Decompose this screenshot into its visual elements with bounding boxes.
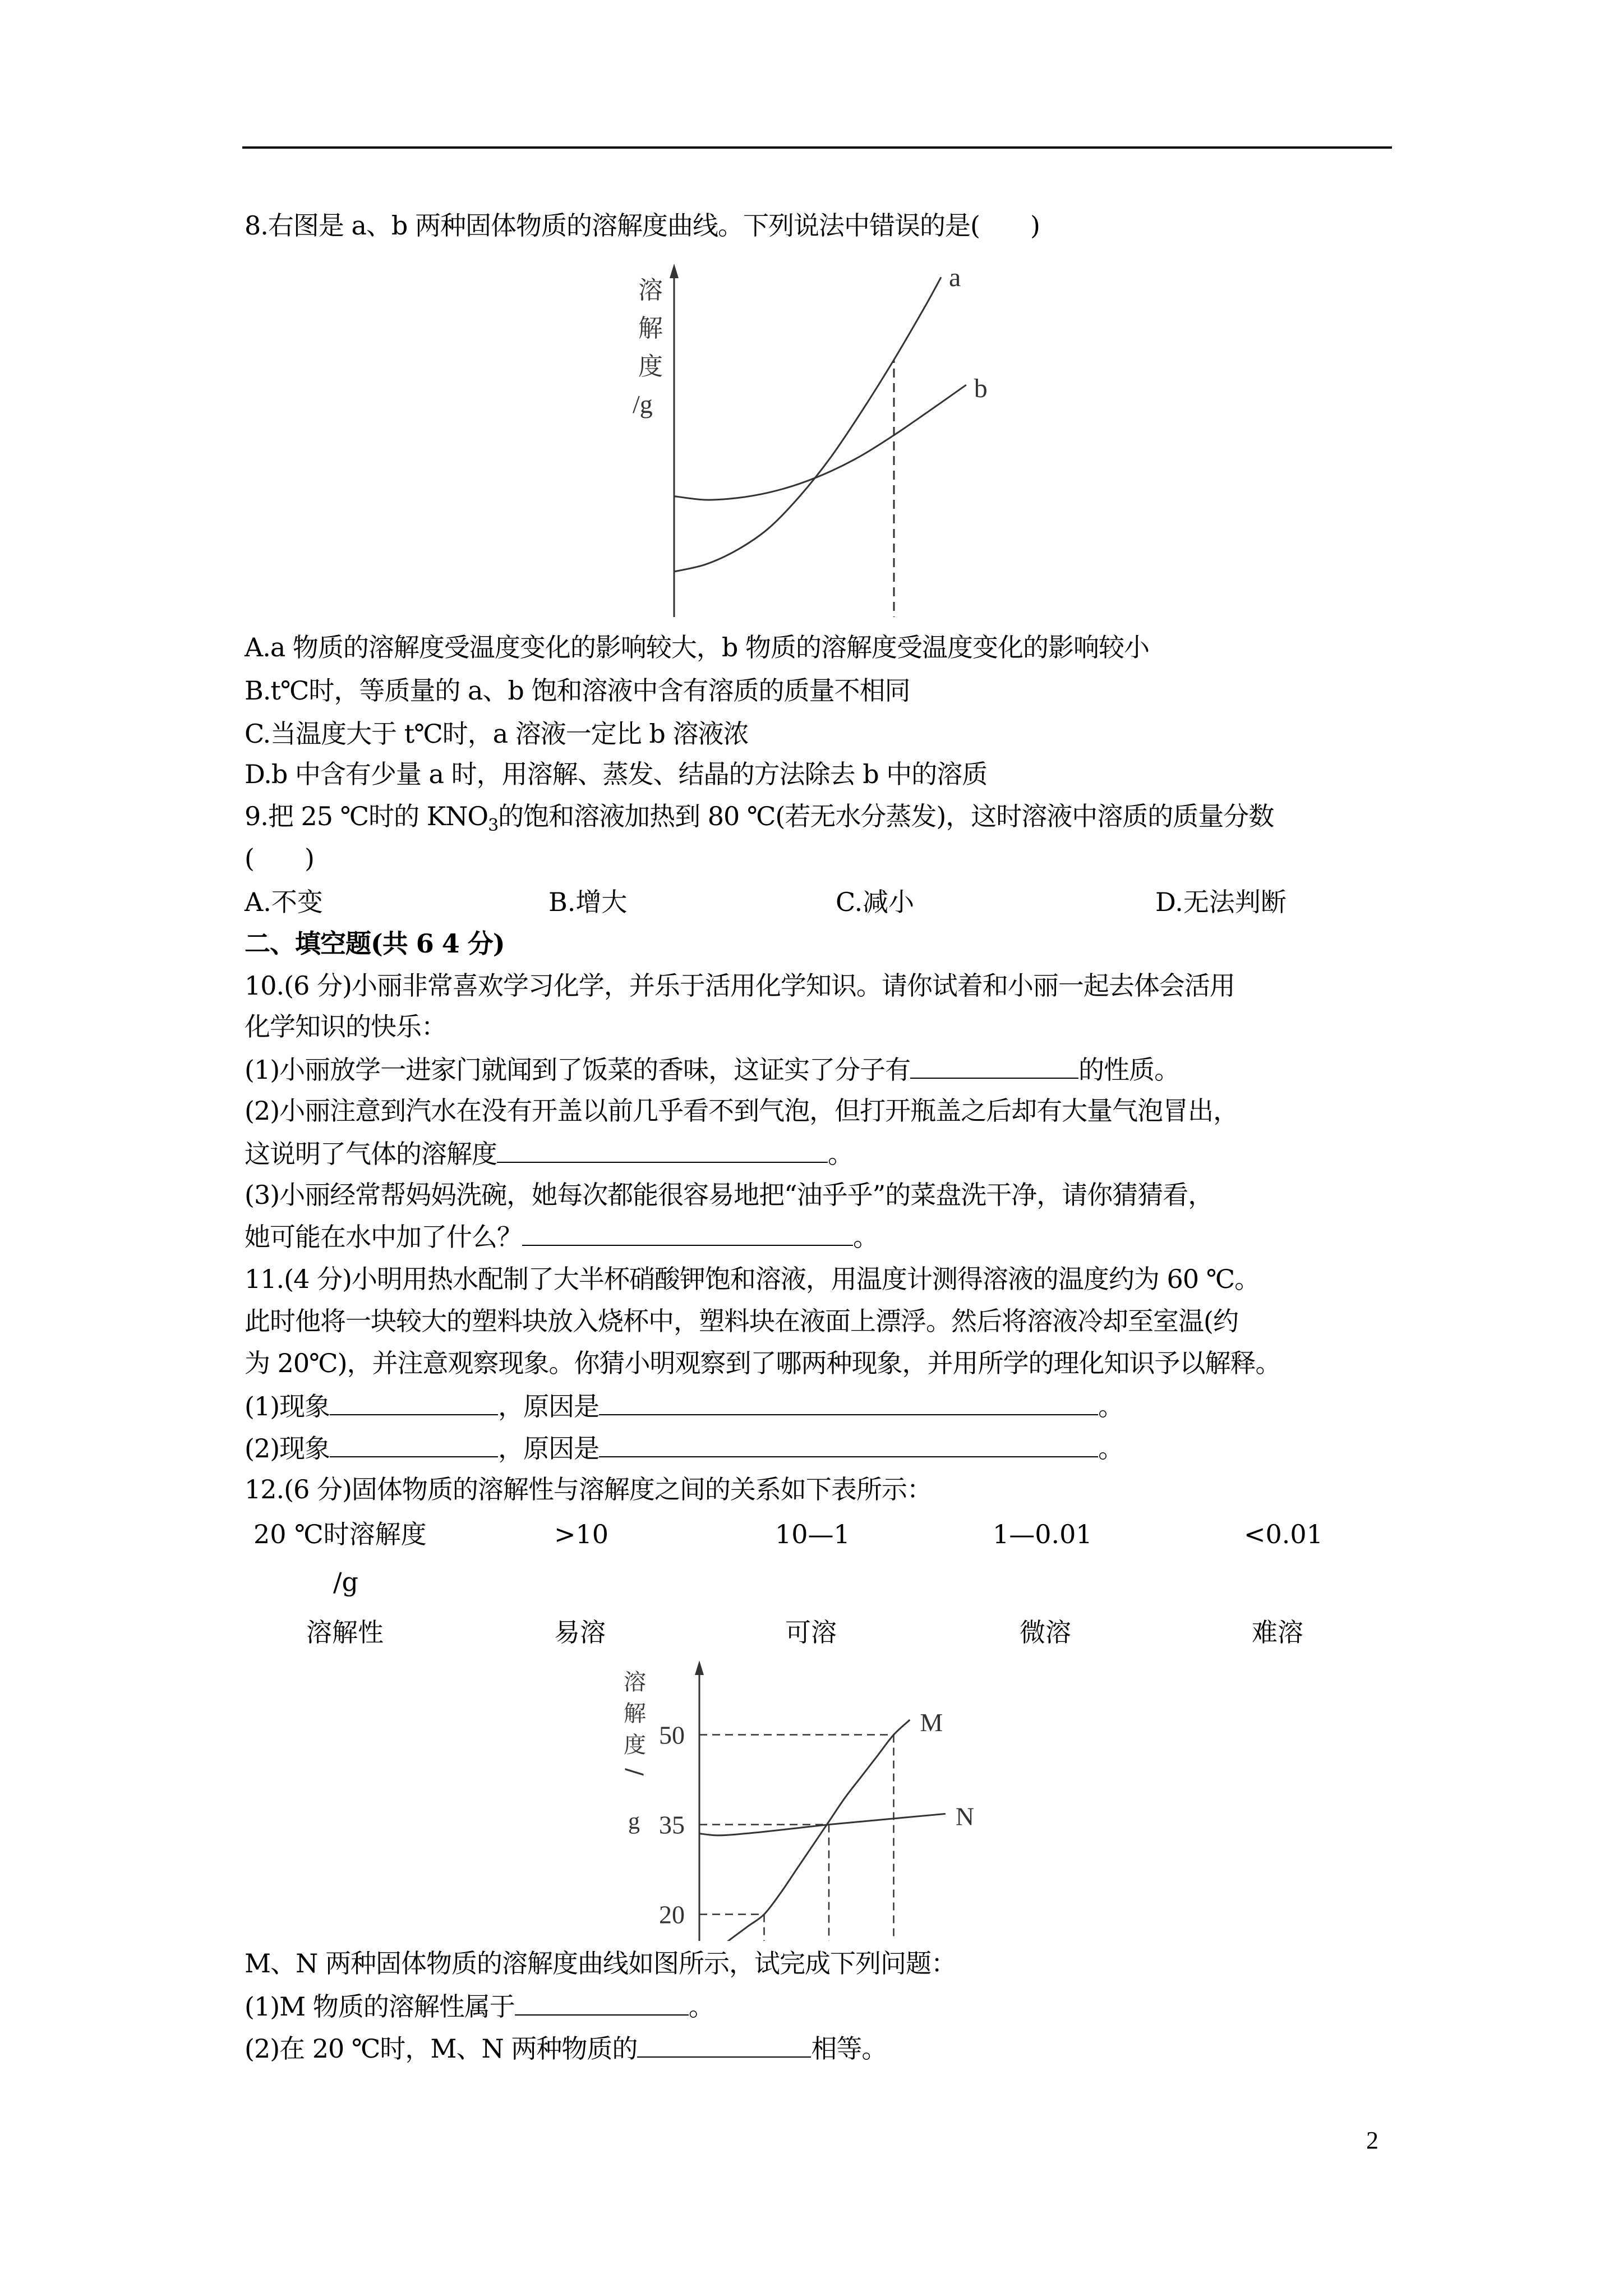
q11-stem-line1: 11.(4 分)小明用热水配制了大半杯硝酸钾饱和溶液，用温度计测得溶液的温度约为 60 ℃。 <box>245 1264 1260 1294</box>
q11-part2-reason-label: ，原因是 <box>498 1433 600 1464</box>
q11-part1-label: (1)现象 <box>245 1391 330 1421</box>
chart-2-ytick-1: 35 <box>659 1810 685 1839</box>
q11-blank-phenomenon-1[interactable] <box>330 1388 498 1415</box>
q9-option-a: A.不变 <box>245 887 323 917</box>
table-row2-cell-2: 可溶 <box>785 1617 837 1648</box>
chart-ab-solubility <box>589 247 1038 617</box>
chart-1-label-b: b <box>974 374 988 404</box>
chart-2-label-N: N <box>955 1802 975 1831</box>
q10-part1-text: (1)小丽放学一进家门就闻到了饭菜的香味，这证实了分子有 <box>245 1055 911 1085</box>
q11-blank-phenomenon-2[interactable] <box>330 1430 498 1457</box>
q9-paren: ( ) <box>245 843 314 873</box>
q10-part2-line1: (2)小丽注意到汽水在没有开盖以前几乎看不到气泡，但打开瓶盖之后却有大量气泡冒出， <box>245 1096 1239 1126</box>
chart-2-plot <box>659 1660 997 1941</box>
chart-2-ylabel-1: 溶 <box>624 1669 646 1695</box>
chart-1-ylabel-3: 度 <box>638 352 663 381</box>
chart-1-plot <box>649 263 993 617</box>
table-row2-cell-3: 微溶 <box>1020 1617 1071 1648</box>
q9-option-d: D.无法判断 <box>1155 887 1287 917</box>
q10-part2-text: 这说明了气体的溶解度 <box>245 1139 497 1169</box>
q8-option-b: B.t℃时，等质量的 a、b 饱和溶液中含有溶质的质量不相同 <box>245 675 910 706</box>
table-row1-cell-4: <0.01 <box>1244 1519 1323 1549</box>
q10-part1 <box>245 1052 1179 1087</box>
chart-2-ylabel-5: g <box>628 1809 640 1834</box>
q12-part2-text: (2)在 20 ℃时，M、N 两种物质的 <box>245 2033 638 2064</box>
q11-part2 <box>245 1430 1123 1465</box>
header-rule <box>242 146 1392 149</box>
q12-part2 <box>245 2031 887 2065</box>
q12-part1-suffix: 。 <box>688 1991 714 2022</box>
q12-part2-suffix: 相等。 <box>811 2033 887 2064</box>
section-2-title: 二、填空题(共 6 4 分) <box>245 928 505 959</box>
q11-stem-line2: 此时他将一块较大的塑料块放入烧杯中，塑料块在液面上漂浮。然后将溶液冷却至室温(约 <box>245 1306 1238 1336</box>
table-row2-label: 溶解性 <box>306 1617 384 1648</box>
q11-part2-suffix: 。 <box>1098 1433 1124 1464</box>
table-row2-cell-1: 易溶 <box>554 1617 606 1648</box>
q9-option-b: B.增大 <box>548 887 628 917</box>
q10-blank-1[interactable] <box>910 1052 1078 1079</box>
q10-blank-3[interactable] <box>522 1219 853 1246</box>
q9-stem <box>245 799 1274 843</box>
chart-1-ylabel-4: /g <box>633 390 653 418</box>
chart-1-series-a <box>674 277 941 572</box>
q8-option-c: C.当温度大于 t℃时，a 溶液一定比 b 溶液浓 <box>245 719 749 749</box>
chart-2-series-M <box>699 1720 910 1941</box>
chart-2-ylabel-4: / <box>621 1768 647 1776</box>
q10-stem-line1: 10.(6 分)小丽非常喜欢学习化学，并乐于活用化学知识。请你试着和小丽一起去体会活用 <box>245 970 1235 1001</box>
q9-stem-sub: 3 <box>488 816 499 836</box>
q10-blank-2[interactable] <box>497 1136 828 1163</box>
q9-stem-post: 的饱和溶液加热到 80 ℃(若无水分蒸发)，这时溶液中溶质的质量分数 <box>498 801 1274 831</box>
q10-part2-suffix: 。 <box>828 1139 853 1169</box>
chart-1-series-b <box>674 385 966 500</box>
table-row1-unit: /g <box>333 1567 358 1597</box>
q12-chart-intro: M、N 两种固体物质的溶解度曲线如图所示，试完成下列问题： <box>245 1948 956 1978</box>
q8-option-d: D.b 中含有少量 a 时，用溶解、蒸发、结晶的方法除去 b 中的溶质 <box>245 759 988 789</box>
table-row1-label: 20 ℃时溶解度 <box>253 1519 427 1549</box>
chart-2-label-M: M <box>920 1708 943 1737</box>
q8-stem: 8.右图是 a、b 两种固体物质的溶解度曲线。下列说法中错误的是( ) <box>245 210 1040 241</box>
q11-blank-reason-2[interactable] <box>599 1430 1098 1457</box>
chart-2-ylabel-2: 解 <box>624 1701 646 1727</box>
q12-blank-2[interactable] <box>637 2031 811 2058</box>
table-row1-cell-2: 10—1 <box>775 1519 850 1549</box>
chart-mn-solubility <box>606 1660 1032 1941</box>
q11-part1-reason-label: ，原因是 <box>498 1391 600 1421</box>
q9-option-c: C.减小 <box>836 887 915 917</box>
q11-part2-label: (2)现象 <box>245 1433 330 1464</box>
q12-stem: 12.(6 分)固体物质的溶解性与溶解度之间的关系如下表所示： <box>245 1474 932 1504</box>
chart-2-y-axis-arrow <box>695 1660 704 1675</box>
chart-2-ytick-0: 20 <box>659 1900 685 1929</box>
q11-blank-reason-1[interactable] <box>599 1388 1098 1415</box>
table-row1-cell-3: 1—0.01 <box>993 1519 1092 1549</box>
q11-stem-line3: 为 20℃)，并注意观察现象。你猜小明观察到了哪两种现象，并用所学的理化知识予以解释。 <box>245 1348 1281 1378</box>
chart-2-ytick-2: 50 <box>659 1720 685 1750</box>
q10-part3-line1: (3)小丽经常帮妈妈洗碗，她每次都能很容易地把“油乎乎”的菜盘洗干净，请你猜猜看， <box>245 1180 1214 1210</box>
q10-part2-line2 <box>245 1136 853 1171</box>
chart-1-ylabel-2: 解 <box>638 314 663 343</box>
q12-part1 <box>245 1989 714 2023</box>
q9-stem-pre: 9.把 25 ℃时的 KNO <box>245 801 488 831</box>
chart-1-y-axis-arrow <box>670 264 679 278</box>
chart-2-ylabel-3: 度 <box>624 1732 646 1758</box>
q11-part1-suffix: 。 <box>1098 1391 1124 1421</box>
q11-part1 <box>245 1388 1123 1423</box>
q10-part3-text: 她可能在水中加了什么？ <box>245 1222 522 1252</box>
q10-part3-line2 <box>245 1219 878 1254</box>
q10-part3-suffix: 。 <box>853 1222 878 1252</box>
chart-1-label-a: a <box>949 263 961 293</box>
q10-stem-line2: 化学知识的快乐： <box>245 1011 446 1042</box>
q12-blank-1[interactable] <box>515 1989 689 2016</box>
table-row2-cell-4: 难溶 <box>1252 1617 1303 1648</box>
page-number: 2 <box>1366 2127 1378 2154</box>
q8-option-a: A.a 物质的溶解度受温度变化的影响较大，b 物质的溶解度受温度变化的影响较小 <box>245 632 1149 662</box>
chart-1-ylabel-1: 溶 <box>638 276 663 305</box>
table-row1-cell-1: >10 <box>554 1519 609 1549</box>
q12-part1-text: (1)M 物质的溶解性属于 <box>245 1991 515 2022</box>
q10-part1-suffix: 的性质。 <box>1078 1055 1180 1085</box>
